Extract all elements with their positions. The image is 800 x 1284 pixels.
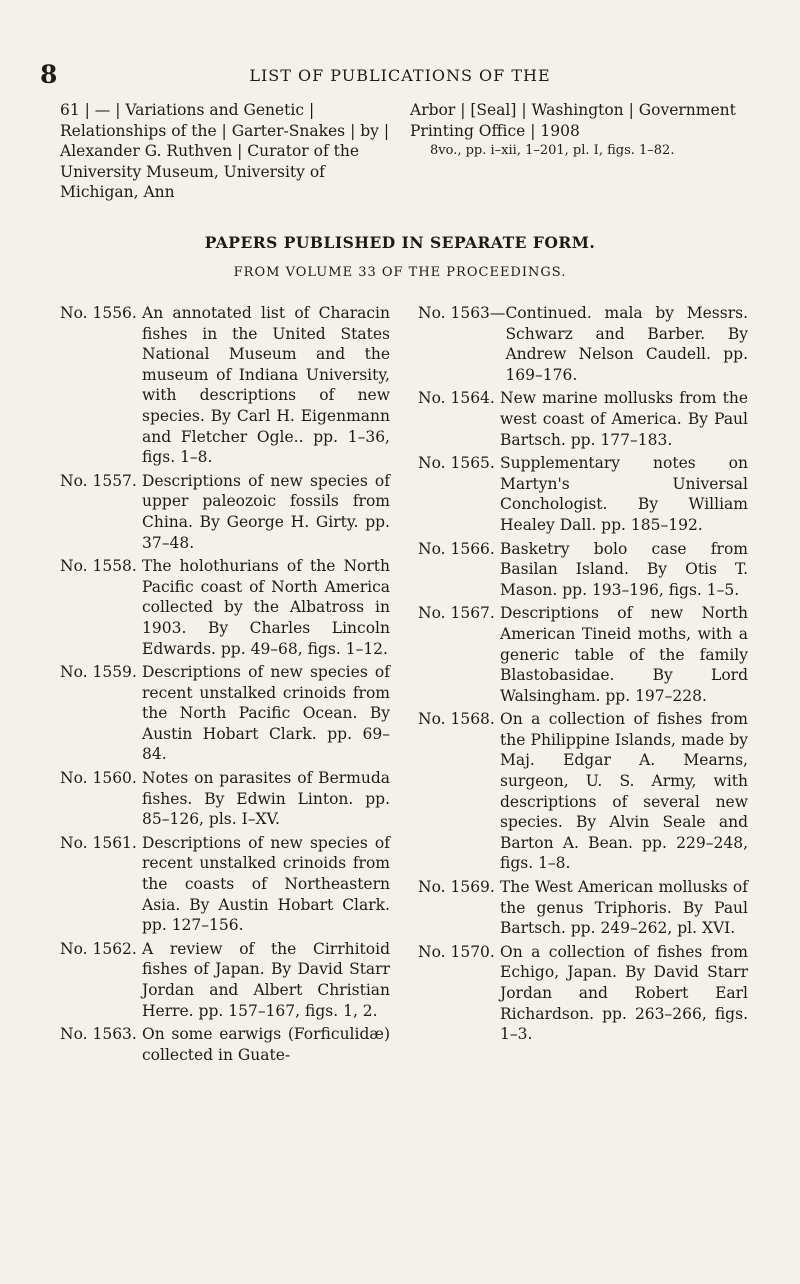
left-column	[60, 303, 390, 1068]
entry-number: No. 1562.	[60, 939, 137, 958]
entry-61-details: 8vo., pp. i–xii, 1–201, pl. I, figs. 1–82.	[430, 143, 675, 158]
entry-text: The West American mollusks of the genus Triphoris. By Paul Bartsch. pp. 249–262, pl. XVI.	[500, 878, 748, 938]
list-item	[60, 471, 390, 553]
entry-number: No. 1566.	[418, 539, 495, 558]
page-header	[0, 60, 800, 90]
entry-61-left-text: 61 | — | Variations and Genetic | Relationships of the | Garter-Snakes | by | Alexander G. Ruthven | Curator of the University Museum, University of Michigan, Ann	[60, 101, 390, 201]
entry-number: No. 1570.	[418, 942, 495, 961]
entry-text: On some earwigs (Forficulidæ) collected in Guate-	[142, 1025, 390, 1064]
entry-number: No. 1563—	[418, 304, 506, 322]
entry-text: Descriptions of new species of upper paleozoic fossils from China. By George H. Girty. pp. 37–48.	[142, 471, 390, 552]
entry-number: No. 1561.	[60, 833, 137, 852]
list-item	[418, 603, 748, 706]
list-item	[60, 662, 390, 765]
entry-text: Supplementary notes on Martyn's Universal Conchologist. By William Healey Dall. pp. 185–192.	[500, 454, 748, 534]
list-item	[418, 303, 748, 385]
entry-text: A review of the Cirrhitoid fishes of Japan. By David Starr Jordan and Albert Christian Herre. pp. 157–167, figs. 1, 2.	[142, 939, 390, 1020]
entry-number: No. 1563.	[60, 1025, 137, 1044]
entry-number: No. 1568.	[418, 710, 495, 729]
entry-number: No. 1558.	[60, 557, 137, 576]
entry-61-right-column	[410, 100, 740, 203]
entry-text: Descriptions of new species of recent unstalked crinoids from the North Pacific Ocean. By Austin Hobart Clark. pp. 69–84.	[142, 663, 390, 764]
publication-columns	[60, 303, 750, 1068]
entry-number: No. 1564.	[418, 389, 495, 408]
list-item	[60, 1024, 390, 1065]
entry-text: Basketry bolo case from Basilan Island. By Otis T. Mason. pp. 193–196, figs. 1–5.	[500, 539, 748, 599]
list-item	[60, 303, 390, 468]
list-item	[418, 709, 748, 874]
entry-text: Notes on parasites of Bermuda fishes. By Edwin Linton. pp. 85–126, pls. I–XV.	[142, 769, 390, 829]
entry-number: No. 1567.	[418, 604, 495, 623]
entry-number: No. 1565.	[418, 454, 495, 473]
list-item	[418, 539, 748, 601]
running-title: LIST OF PUBLICATIONS OF THE	[249, 66, 551, 85]
page-number: 8	[40, 60, 58, 89]
list-item	[60, 556, 390, 659]
list-item	[60, 768, 390, 830]
entry-text: An annotated list of Characin fishes in the United States National Museum and the museum of Indiana University, with descriptions of new species. By Carl H. Eigenmann and Fletcher Ogle.. pp. 1–36, figs. 1–8.	[142, 304, 390, 467]
section-subtitle: FROM VOLUME 33 OF THE PROCEEDINGS.	[233, 265, 567, 280]
entry-text: On a collection of fishes from Echigo, Japan. By David Starr Jordan and Robert Earl Richardson. pp. 263–266, figs. 1–3.	[500, 942, 748, 1044]
entry-text: Descriptions of new species of recent unstalked crinoids from the coasts of Northeastern Asia. By Austin Hobart Clark. pp. 127–156.	[142, 833, 390, 935]
section-title: PAPERS PUBLISHED IN SEPARATE FORM.	[204, 233, 596, 252]
entry-number: No. 1559.	[60, 663, 137, 682]
entry-number: No. 1557.	[60, 471, 137, 490]
publication-entry-61	[60, 100, 740, 203]
list-item	[418, 942, 748, 1045]
list-item	[418, 877, 748, 939]
entry-number: No. 1569.	[418, 878, 495, 897]
list-item	[60, 833, 390, 936]
entry-number: No. 1560.	[60, 769, 137, 788]
right-column	[418, 303, 748, 1068]
list-item	[418, 453, 748, 535]
entry-text: Descriptions of new North American Tineid moths, with a generic table of the family Blastobasidae. By Lord Walsingham. pp. 197–228.	[500, 604, 748, 705]
entry-text: Continued. mala by Messrs. Schwarz and Barber. By Andrew Nelson Caudell. pp. 169–176.	[505, 304, 748, 384]
entry-text: The holothurians of the North Pacific coast of North America collected by the Albatross in 1903. By Charles Lincoln Edwards. pp. 49–68, figs. 1–12.	[142, 557, 390, 658]
list-item	[60, 939, 390, 1021]
entry-number: No. 1556.	[60, 304, 137, 322]
entry-61-right-text: Arbor | [Seal] | Washington | Government Printing Office | 1908	[410, 101, 736, 140]
list-item	[418, 388, 748, 450]
entry-text: On a collection of fishes from the Philippine Islands, made by Maj. Edgar A. Mearns, surgeon, U. S. Army, with descriptions of several new species. By Alvin Seale and Barton A. Bean. pp. 229–248, figs. 1–8.	[500, 710, 748, 873]
entry-text: New marine mollusks from the west coast of America. By Paul Bartsch. pp. 177–183.	[500, 389, 748, 449]
